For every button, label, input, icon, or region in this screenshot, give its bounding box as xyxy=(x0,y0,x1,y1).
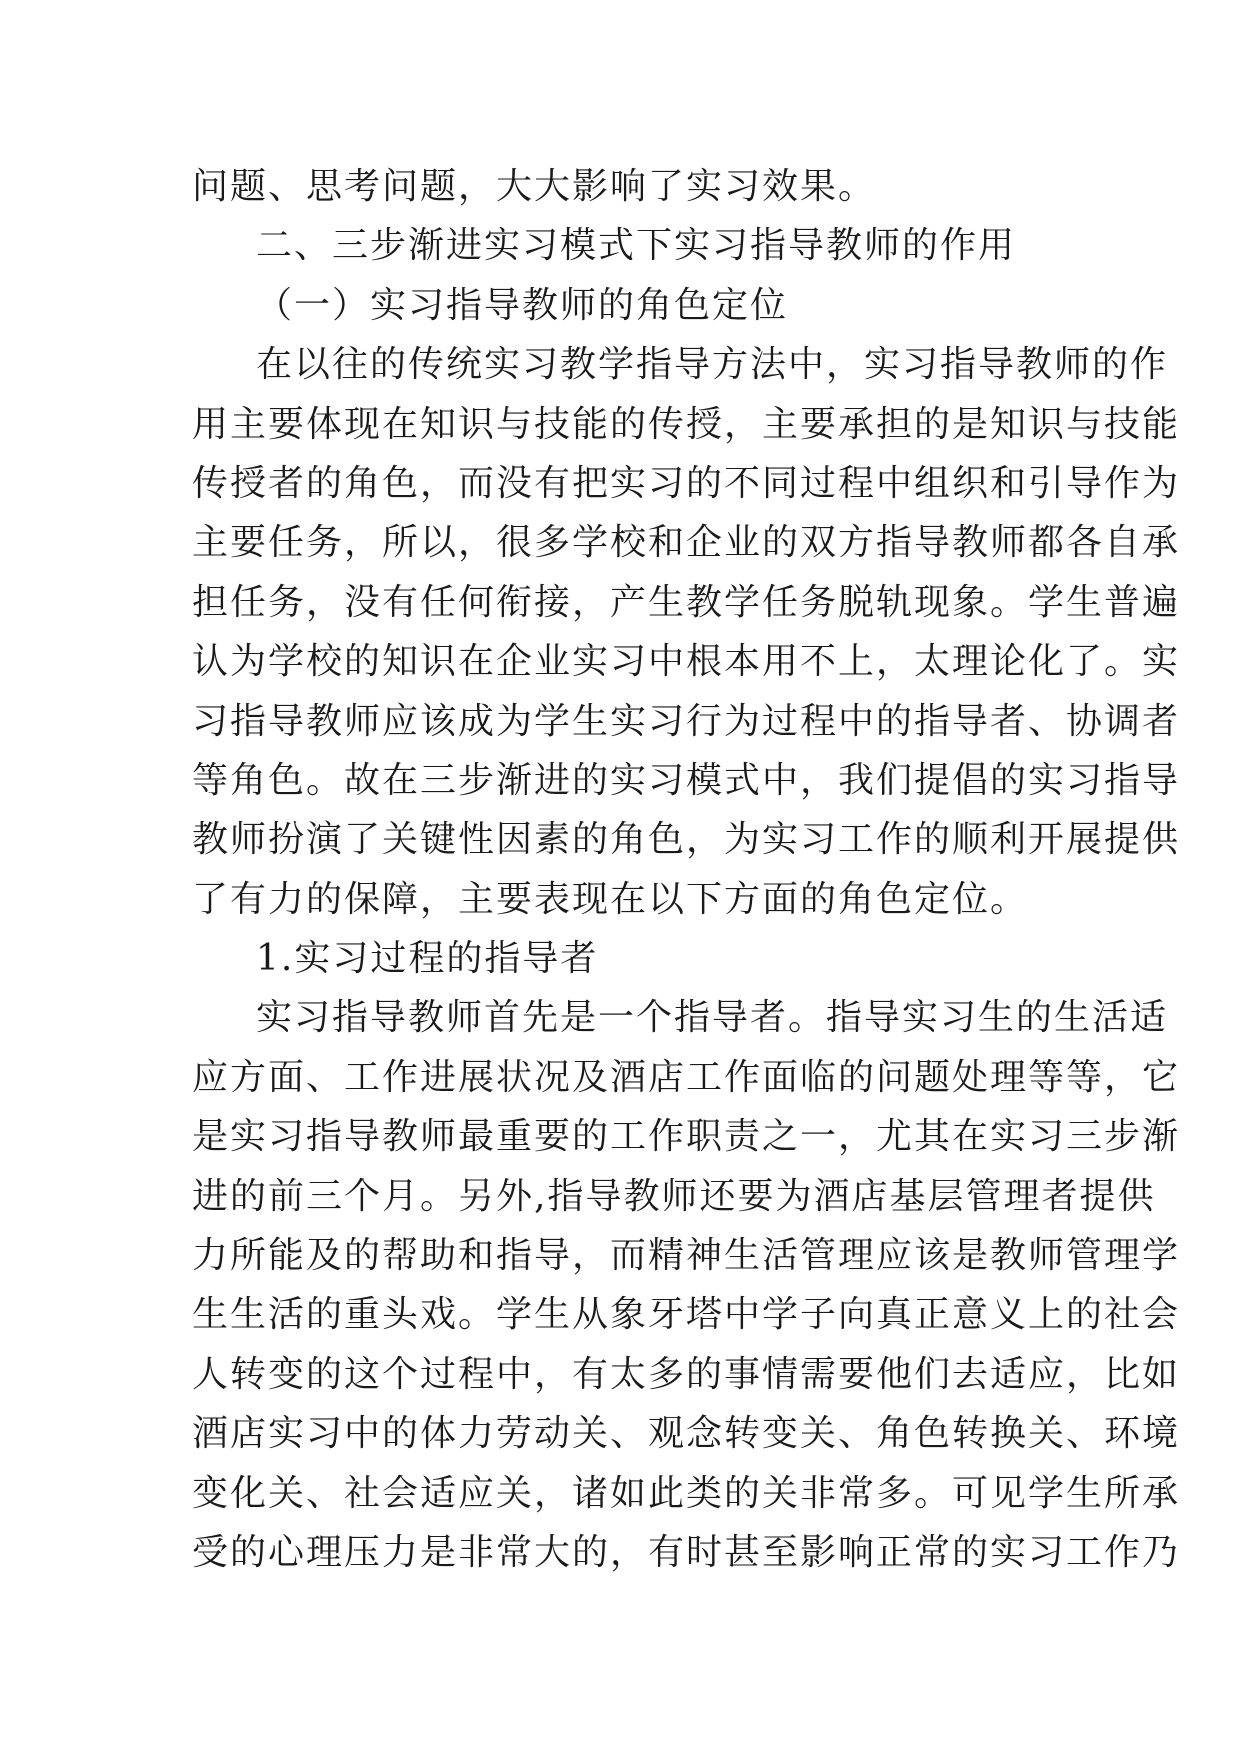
text-line: （一）实习指导教师的角色定位 xyxy=(256,284,789,326)
text-line: 是实习指导教师最重要的工作职责之一，尤其在实习三步渐 xyxy=(192,1116,1181,1158)
text-line: 变化关、社会适应关，诸如此类的关非常多。可见学生所承 xyxy=(192,1472,1181,1514)
text-line: 主要任务，所以，很多学校和企业的双方指导教师都各自承 xyxy=(192,522,1181,564)
text-line: 传授者的角色，而没有把实习的不同过程中组织和引导作为 xyxy=(192,462,1181,504)
text-line: 生生活的重头戏。学生从象牙塔中学子向真正意义上的社会 xyxy=(192,1294,1181,1336)
text-line: 教师扮演了关键性因素的角色，为实习工作的顺利开展提供 xyxy=(192,819,1181,861)
body-text xyxy=(192,157,1181,1582)
text-line: 受的心理压力是非常大的，有时甚至影响正常的实习工作乃 xyxy=(192,1531,1181,1573)
text-line: 认为学校的知识在企业实习中根本用不上，太理论化了。实 xyxy=(192,641,1181,683)
text-line: 习指导教师应该成为学生实习行为过程中的指导者、协调者 xyxy=(192,700,1181,742)
text-line: 用主要体现在知识与技能的传授，主要承担的是知识与技能 xyxy=(192,403,1181,445)
text-line: 问题、思考问题，大大影响了实习效果。 xyxy=(192,166,877,207)
text-line: 力所能及的帮助和指导，而精神生活管理应该是教师管理学 xyxy=(192,1235,1181,1277)
text-line: 实习指导教师首先是一个指导者。指导实习生的生活适 xyxy=(256,997,1169,1039)
text-line: 人转变的这个过程中，有太多的事情需要他们去适应，比如 xyxy=(192,1353,1181,1395)
text-line: 了有力的保障，主要表现在以下方面的角色定位。 xyxy=(192,878,1029,920)
text-line: 进的前三个月。另外,指导教师还要为酒店基层管理者提供 xyxy=(192,1175,1156,1217)
text-line: 二、三步渐进实习模式下实习指导教师的作用 xyxy=(256,225,1017,267)
text-line: 担任务，没有任何衔接，产生教学任务脱轨现象。学生普遍 xyxy=(192,581,1181,623)
text-line: 等角色。故在三步渐进的实习模式中，我们提倡的实习指导 xyxy=(192,759,1181,801)
text-line: 应方面、工作进展状况及酒店工作面临的问题处理等等，它 xyxy=(192,1056,1181,1098)
text-line: 酒店实习中的体力劳动关、观念转变关、角色转换关、环境 xyxy=(192,1413,1181,1455)
text-line: 1.实习过程的指导者 xyxy=(256,938,599,980)
text-line: 在以往的传统实习教学指导方法中，实习指导教师的作 xyxy=(256,344,1169,386)
